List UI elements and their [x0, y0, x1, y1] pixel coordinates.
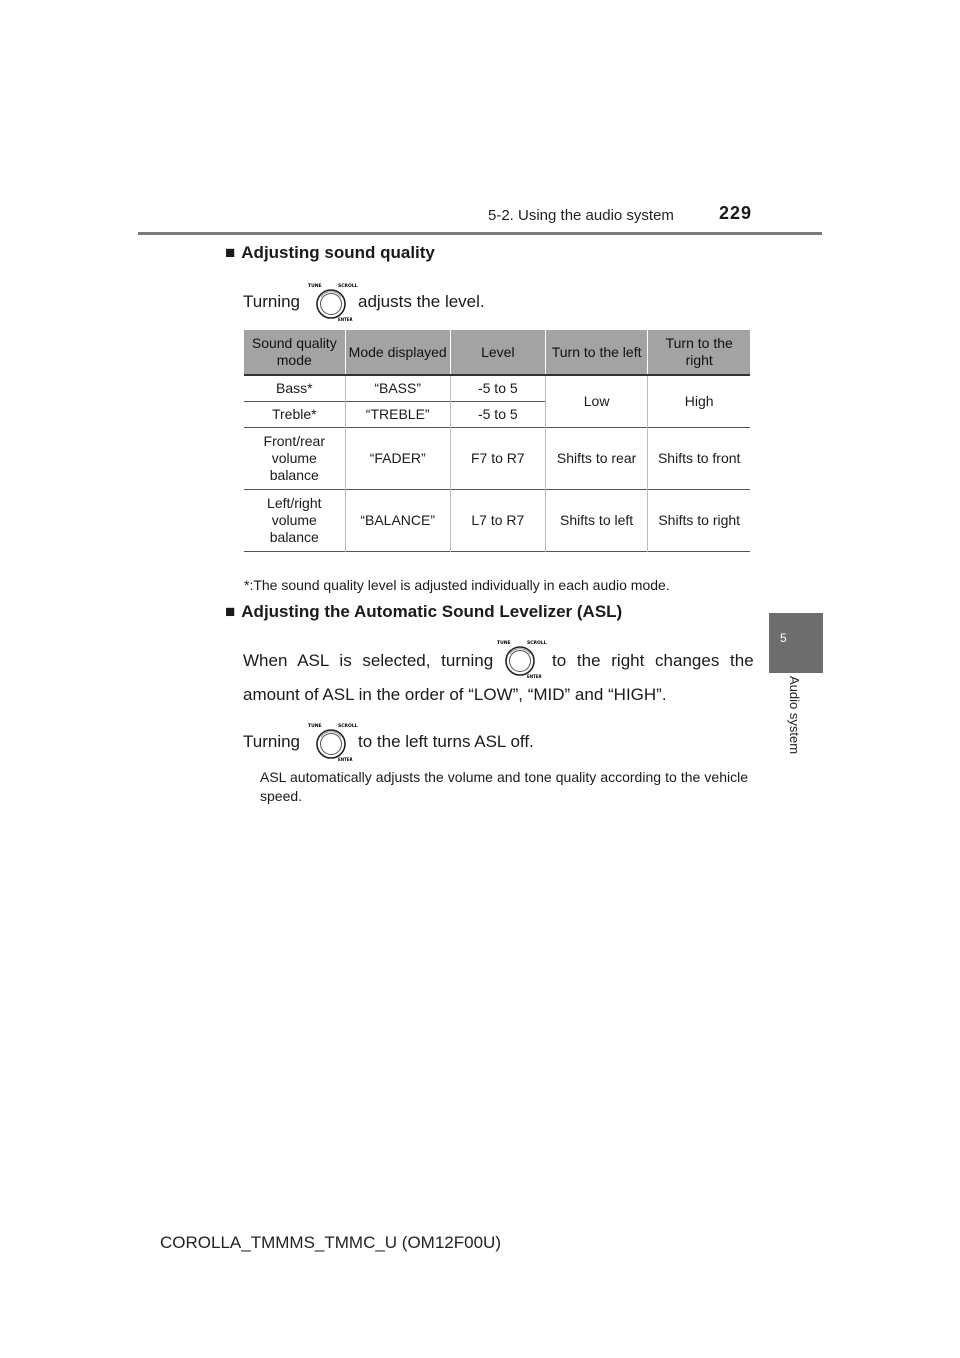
- header-sound-quality-mode: Sound quality mode: [244, 330, 345, 375]
- asl-line3-suffix: to the left turns ASL off.: [358, 732, 534, 751]
- tune-scroll-knob-icon: [304, 280, 358, 324]
- svg-text:ENTER: ENTER: [527, 674, 542, 679]
- svg-text:SCROLL: SCROLL: [527, 641, 547, 646]
- asl-note: ASL automatically adjusts the volume and tone quality according to the vehicle speed.: [260, 769, 748, 804]
- header-turn-left: Turn to the left: [545, 330, 648, 375]
- cell-displayed: “FADER”: [345, 427, 450, 489]
- chapter-label: Audio system: [787, 676, 802, 755]
- cell-level: -5 to 5: [450, 375, 545, 401]
- cell-mode: Left/right volume balance: [244, 489, 345, 551]
- header-mode-displayed: Mode displayed: [345, 330, 450, 375]
- cell-left: Shifts to rear: [545, 427, 648, 489]
- cell-mode: Bass*: [244, 375, 345, 401]
- svg-text:SCROLL: SCROLL: [338, 724, 358, 729]
- chapter-tab: [769, 613, 823, 673]
- heading-bullet: ■: [225, 243, 236, 262]
- tune-scroll-knob-icon: [304, 720, 358, 764]
- cell-right: Shifts to right: [648, 489, 750, 551]
- table-row: [244, 427, 750, 489]
- header-turn-right: Turn to the right: [648, 330, 750, 375]
- header-divider: [138, 232, 822, 235]
- heading-bullet: ■: [225, 602, 236, 621]
- cell-level: L7 to R7: [450, 489, 545, 551]
- adjusts-level-text: adjusts the level.: [358, 292, 485, 311]
- cell-mode: Treble*: [244, 401, 345, 427]
- asl-line2: amount of ASL in the order of “LOW”, “MID” and “HIGH”.: [243, 685, 667, 704]
- cell-high: High: [648, 375, 750, 427]
- manual-footer: COROLLA_TMMMS_TMMC_U (OM12F00U): [160, 1233, 501, 1252]
- table-row: [244, 375, 750, 401]
- cell-left: Shifts to left: [545, 489, 648, 551]
- svg-text:TUNE: TUNE: [308, 284, 322, 289]
- svg-text:TUNE: TUNE: [308, 724, 322, 729]
- cell-level: F7 to R7: [450, 427, 545, 489]
- svg-text:SCROLL: SCROLL: [338, 284, 358, 289]
- turning-text: Turning: [243, 292, 301, 311]
- cell-displayed: “BASS”: [345, 375, 450, 401]
- table-row: [244, 489, 750, 551]
- heading-asl: [225, 602, 622, 622]
- heading-text: Adjusting sound quality: [241, 243, 435, 262]
- heading-sound-quality: [225, 243, 435, 263]
- cell-mode: Front/rear volume balance: [244, 427, 345, 489]
- section-title: 5-2. Using the audio system: [488, 207, 674, 224]
- svg-text:ENTER: ENTER: [338, 317, 353, 322]
- tune-scroll-knob-icon: [493, 637, 547, 681]
- table-footnote: *:The sound quality level is adjusted individually in each audio mode.: [244, 577, 670, 593]
- chapter-number: 5: [780, 631, 787, 645]
- heading-text: Adjusting the Automatic Sound Levelizer (ASL): [241, 602, 623, 621]
- cell-right: Shifts to front: [648, 427, 750, 489]
- sound-quality-table: [244, 330, 750, 552]
- asl-line1-prefix: When ASL is selected, turning: [243, 651, 494, 670]
- cell-displayed: “TREBLE”: [345, 401, 450, 427]
- svg-text:TUNE: TUNE: [497, 641, 511, 646]
- asl-line1-suffix: to the right changes the: [552, 651, 754, 670]
- asl-line3-prefix: Turning: [243, 732, 301, 751]
- table-header-row: [244, 330, 750, 375]
- cell-low: Low: [545, 375, 648, 427]
- page-number: 229: [719, 203, 753, 223]
- cell-level: -5 to 5: [450, 401, 545, 427]
- svg-text:ENTER: ENTER: [338, 757, 353, 762]
- cell-displayed: “BALANCE”: [345, 489, 450, 551]
- header-level: Level: [450, 330, 545, 375]
